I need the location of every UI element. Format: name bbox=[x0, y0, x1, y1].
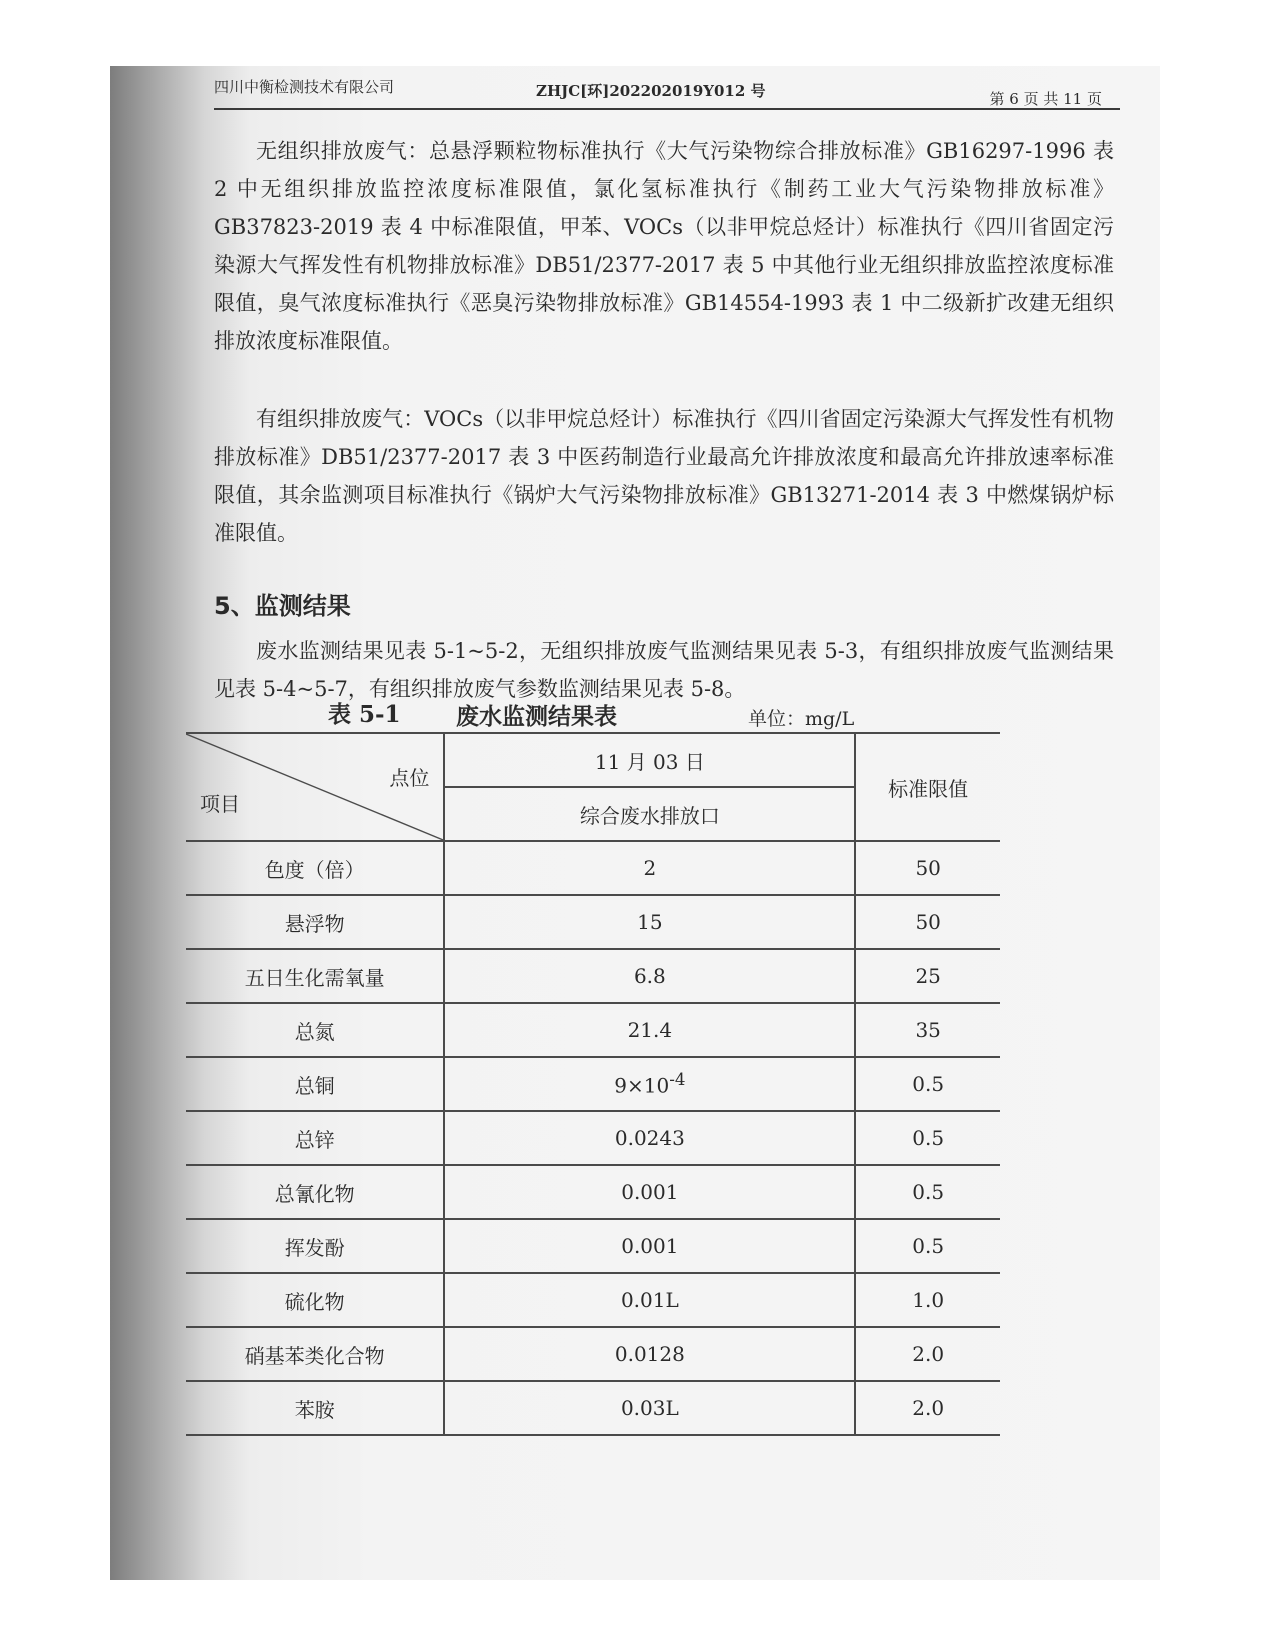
row-value: 21.4 bbox=[444, 1003, 855, 1057]
header-limit: 标准限值 bbox=[855, 733, 1000, 841]
row-limit: 35 bbox=[855, 1003, 1000, 1057]
header-item-label: 项目 bbox=[200, 792, 240, 816]
row-value: 2 bbox=[444, 841, 855, 895]
table-row bbox=[186, 1111, 1000, 1165]
header-date: 11 月 03 日 bbox=[444, 733, 855, 787]
row-value-base: 9×10 bbox=[614, 1073, 670, 1098]
row-item: 总铜 bbox=[186, 1057, 444, 1111]
row-value: 0.01L bbox=[444, 1273, 855, 1327]
row-item: 总氮 bbox=[186, 1003, 444, 1057]
row-value: 15 bbox=[444, 895, 855, 949]
row-value: 0.0128 bbox=[444, 1327, 855, 1381]
table-caption bbox=[110, 694, 1160, 734]
section-title: 5、监测结果 bbox=[214, 592, 351, 620]
table-row bbox=[186, 1381, 1000, 1435]
row-value: 0.03L bbox=[444, 1381, 855, 1435]
diagonal-header-cell bbox=[186, 733, 444, 841]
paragraph-fugitive-emission: 无组织排放废气：总悬浮颗粒物标准执行《大气污染物综合排放标准》GB16297-1996 表 2 中无组织排放监控浓度标准限值，氯化氢标准执行《制药工业大气污染物排放标准》GB37823-2019 表 4 中标准限值，甲苯、VOCs（以非甲烷总烃计）标准执行《四川省固定污染源大气挥发性有机物排放标准》DB51/2377-2017 表 5 中其他行业无组织排放监控浓度标准限值，臭气浓度标准执行《恶臭污染物排放标准》GB14554-1993 表 1 中二级新扩改建无组织排放浓度标准限值。 bbox=[214, 139, 1114, 353]
row-item: 悬浮物 bbox=[186, 895, 444, 949]
table-title: 废水监测结果表 bbox=[456, 704, 617, 730]
row-item: 色度（倍） bbox=[186, 841, 444, 895]
table-row bbox=[186, 1003, 1000, 1057]
row-value: 6.8 bbox=[444, 949, 855, 1003]
row-limit: 0.5 bbox=[855, 1219, 1000, 1273]
row-limit: 25 bbox=[855, 949, 1000, 1003]
row-limit: 0.5 bbox=[855, 1165, 1000, 1219]
table-number: 表 5-1 bbox=[328, 701, 401, 728]
table-row bbox=[186, 1057, 1000, 1111]
table-row bbox=[186, 1273, 1000, 1327]
row-item: 五日生化需氧量 bbox=[186, 949, 444, 1003]
paragraph-organized-emission: 有组织排放废气：VOCs（以非甲烷总烃计）标准执行《四川省固定污染源大气挥发性有机物排放标准》DB51/2377-2017 表 3 中医药制造行业最高允许排放浓度和最高允许排放速率标准限值，其余监测项目标准执行《锅炉大气污染物排放标准》GB13271-2014 表 3 中燃煤锅炉标准限值。 bbox=[214, 407, 1114, 545]
row-item: 苯胺 bbox=[186, 1381, 444, 1435]
row-limit: 0.5 bbox=[855, 1057, 1000, 1111]
page-number: 第 6 页 共 11 页 bbox=[989, 90, 1102, 108]
row-value bbox=[444, 1057, 855, 1111]
row-limit: 50 bbox=[855, 895, 1000, 949]
row-item: 总氰化物 bbox=[186, 1165, 444, 1219]
header-point-label: 点位 bbox=[389, 766, 430, 790]
table-row bbox=[186, 841, 1000, 895]
row-item: 硝基苯类化合物 bbox=[186, 1327, 444, 1381]
row-item: 总锌 bbox=[186, 1111, 444, 1165]
row-value: 0.0243 bbox=[444, 1111, 855, 1165]
row-limit: 0.5 bbox=[855, 1111, 1000, 1165]
table-row bbox=[186, 1165, 1000, 1219]
row-item: 挥发酚 bbox=[186, 1219, 444, 1273]
scanned-page bbox=[110, 66, 1160, 1580]
table-row bbox=[186, 949, 1000, 1003]
row-limit: 2.0 bbox=[855, 1327, 1000, 1381]
row-value: 0.001 bbox=[444, 1219, 855, 1273]
table-row bbox=[186, 895, 1000, 949]
company-name: 四川中衡检测技术有限公司 bbox=[214, 78, 395, 96]
row-limit: 2.0 bbox=[855, 1381, 1000, 1435]
document-number: ZHJC[环]202202019Y012 号 bbox=[536, 82, 766, 100]
row-item: 硫化物 bbox=[186, 1273, 444, 1327]
page-header bbox=[214, 68, 1120, 110]
row-limit: 50 bbox=[855, 841, 1000, 895]
row-value: 0.001 bbox=[444, 1165, 855, 1219]
paragraph-results-summary: 废水监测结果见表 5-1~5-2，无组织排放废气监测结果见表 5-3，有组织排放废气监测结果见表 5-4~5-7，有组织排放废气参数监测结果见表 5-8。 bbox=[214, 639, 1114, 701]
table-header-row bbox=[186, 733, 1000, 787]
header-location: 综合废水排放口 bbox=[444, 787, 855, 841]
page-content bbox=[110, 66, 1160, 1580]
row-limit: 1.0 bbox=[855, 1273, 1000, 1327]
table-row bbox=[186, 1327, 1000, 1381]
row-value-exponent: -4 bbox=[669, 1070, 686, 1090]
table-row bbox=[186, 1219, 1000, 1273]
table-unit: 单位：mg/L bbox=[748, 708, 855, 730]
wastewater-results-table bbox=[186, 732, 1000, 1436]
